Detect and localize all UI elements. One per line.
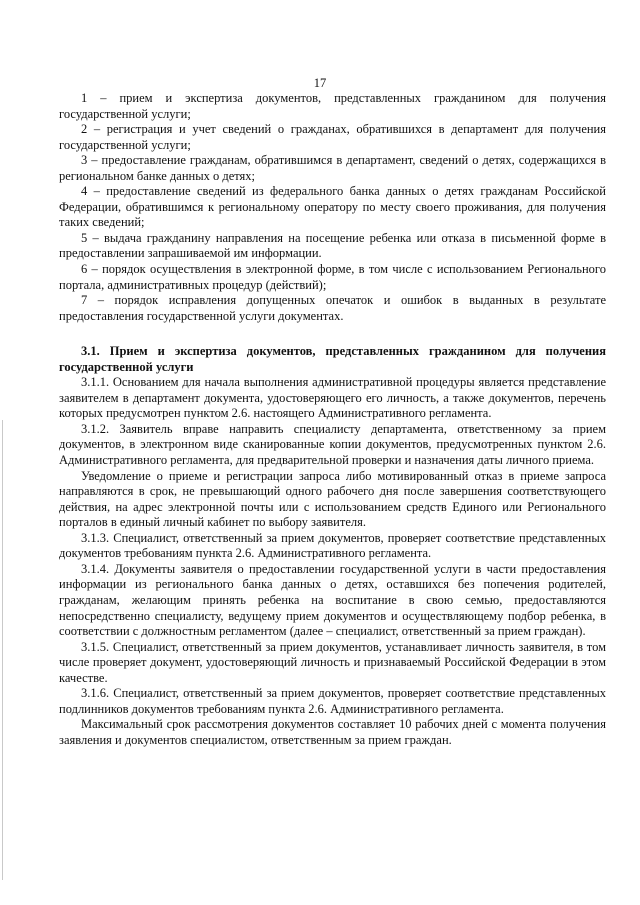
list-item-4: 4 – предоставление сведений из федерального банка данных о детях гражданам Российской Федерации, обратившимся к региональному оператору по месту своего проживания, для получения таких сведений; (59, 184, 606, 230)
list-item-1: 1 – прием и экспертиза документов, представленных гражданином для получения государственной услуги; (59, 91, 606, 121)
page-number: 17 (313, 76, 327, 90)
paragraph-3-1-6: 3.1.6. Специалист, ответственный за прием документов, проверяет соответствие представленных подлинников документов требованиям пункта 2.6. Административного регламента. (59, 686, 606, 716)
section-gap (59, 324, 606, 344)
paragraph-3-1-2: 3.1.2. Заявитель вправе направить специалисту департамента, ответственному за прием документов, в электронном виде сканированные копии документов, предусмотренных пунктом 2.6. Административного регламента, для предварительной проверки и назначения даты личного приема. (59, 421, 606, 468)
list-item-7: 7 – порядок исправления допущенных опечаток и ошибок в выданных в результате предоставления государственной услуги документах. (59, 293, 606, 323)
paragraph-3-1-3: 3.1.3. Специалист, ответственный за прием документов, проверяет соответствие представленных документов требованиям пункта 2.6. Административного регламента. (59, 530, 606, 561)
list-item-6: 6 – порядок осуществления в электронной форме, в том числе с использованием Регионального портала, административных процедур (действий); (59, 262, 606, 292)
paragraph-notification: Уведомление о приеме и регистрации запроса либо мотивированный отказ в приеме запроса направляются в срок, не превышающий одного рабочего дня после завершения соответствующего действия, на адрес электронной почты или с использованием средств Единого или Регионального порталов в единый личный кабинет по выбору заявителя. (59, 468, 606, 530)
list-item-2: 2 – регистрация и учет сведений о гражданах, обратившихся в департамент для получения государственной услуги; (59, 122, 606, 152)
paragraph-3-1-5: 3.1.5. Специалист, ответственный за прием документов, устанавливает личность заявителя, в том числе проверяет документ, удостоверяющий личность и признаваемый Российской Федерации в этом качестве. (59, 639, 606, 685)
paragraph-3-1-1: 3.1.1. Основанием для начала выполнения административной процедуры является представление заявителем в департамент документа, удостоверяющего его личность, а также документов, перечень которых предусмотрен пунктом 2.6. настоящего Административного регламента. (59, 375, 606, 421)
section-heading: 3.1. Прием и экспертиза документов, представленных гражданином для получения государственной услуги (59, 344, 606, 374)
document-body (59, 91, 606, 748)
paragraph-max-term: Максимальный срок рассмотрения документов составляет 10 рабочих дней с момента получения заявления и документов специалистом, ответственным за прием граждан. (59, 717, 606, 747)
list-item-5: 5 – выдача гражданину направления на посещение ребенка или отказа в письменной форме в предоставлении запрашиваемой им информации. (59, 230, 606, 261)
list-item-3: 3 – предоставление гражданам, обратившимся в департамент, сведений о детях, содержащихся в региональном банке данных о детях; (59, 153, 606, 183)
scan-edge-line (2, 420, 3, 880)
paragraph-3-1-4: 3.1.4. Документы заявителя о предоставлении государственной услуги в части предоставления информации из регионального банка данных о детях, оставшихся без попечения родителей, гражданам, желающим принять ребенка на воспитание в свою семью, предоставляются непосредственно специалисту, ведущему прием документов и осуществляющему подбор ребенка, в соответствии с должностным регламентом (далее – специалист, ответственный за прием граждан). (59, 561, 606, 639)
